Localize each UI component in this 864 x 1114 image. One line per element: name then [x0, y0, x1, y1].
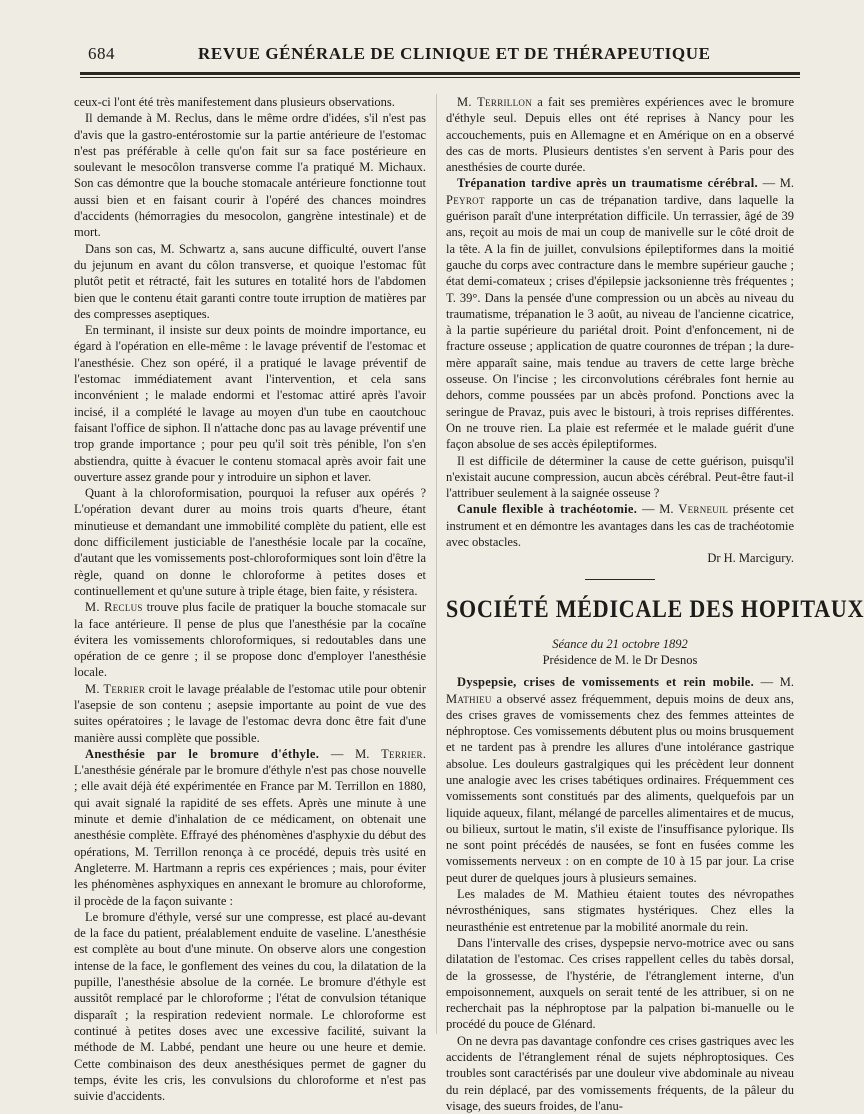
author-name: M. Terrillon — [457, 95, 532, 109]
paragraph — [74, 746, 426, 909]
dash: — M. — [754, 675, 794, 690]
right-column — [446, 94, 864, 1114]
author-name: Peyrot — [446, 192, 485, 207]
left-column — [74, 94, 426, 1104]
paragraph: On ne devra pas davantage confondre ces crises gastriques avec les accidents de l'étranglement rénal de sujets néphroptosiques. Ces troubles sont caractérisés par une douleur vive abdominale au niveau du rein déplacé, par des vomissements fréquents, de la pâleur du visage, des sueurs froides, de l'anu- — [446, 1033, 794, 1113]
dash: — M. — [319, 746, 382, 761]
paragraph: Le bromure d'éthyle, versé sur une compresse, est placé au-devant de la face du patient, préalablement enduite de vaseline. L'anesthésie est complète au bout d'une minute. On observe alors une congestion intense de la face, le gonflement des veines du cou, la dilatation de la pupille, l'anesthésie absolue de la cornée. Le bromure d'éthyle est aussitôt remplacé par le chloroforme ; l'état de convulsion tétanique disparaît ; la respiration redevient normale. Le chloroforme est continué à petites doses avec une excessive facilité, suivant la méthode de M. Labbé, pendant une heure ou une heure et demie. Cette combinaison des deux anesthésiques permet de gagner du temps, évite les cris, les convulsions du chloroforme et n'est pas suivie d'accidents. — [74, 909, 426, 1104]
dash: — M. — [757, 176, 794, 191]
paragraph-text: a observé assez fréquemment, depuis moins de deux ans, des crises graves de vomissements chez des femmes atteintes de néphroptose. Ces vomissements débutent plus ou moins brusquement et ne tardent pas à prendre les allures d'une intolérance gastrique absolue. Les douleurs gastralgiques qui les précèdent leur donnent une analogie avec les crises tabétiques ordinaires. Fréquemment ces vomissements sont constitués par des aliments, quelquefois par un liquide aqueux, filant, mélangé de parcelles alimentaires et de mucus, ou bilieux, surtout le matin, s'il existe de l'insuffisance pylorique. Ils ne sont point précédés de nausées, se font en fusées comme les vomissements nerveux : on en compte de 10 à 15 par jour. La crise peut durer de quelques jours à plusieurs semaines. — [446, 691, 794, 885]
paragraph: Il demande à M. Reclus, dans le même ordre d'idées, s'il n'est pas d'avis que la gastro-entérostomie sur la partie antérieure de l'estomac n'est pas préférable à celle qu'on fait sur sa face postérieure en soulevant le mesocôlon transverse comme l'a pratiqué M. Michaux. Son cas démontre que la bouche stomacale antérieure fonctionne tout aussi bien et en faisant courir à l'opéré des chances moindres d'accidents (hémorragies du mesocolon, gangrène intestinale) et de mort. — [74, 111, 426, 240]
session-date: Séance du 21 octobre 1892 — [552, 636, 688, 651]
section-rubric: Dyspepsie, crises de vomissements et rein mobile. — [457, 675, 755, 690]
section-rubric: Canule flexible à trachéotomie. — [457, 502, 638, 517]
signature: Dr H. Marcigury. — [707, 551, 794, 566]
section-rubric: Trépanation tardive après un traumatisme cérébral. — [457, 176, 758, 191]
page-number: 684 — [88, 44, 115, 63]
column-divider — [436, 94, 437, 1034]
paragraph — [446, 175, 794, 452]
paragraph: Les malades de M. Mathieu étaient toutes des névropathes névrosthéniques, sans stigmates hystériques. Chez elles la neurasthénie est entretenue par la mobilité anormale du rein. — [446, 887, 794, 934]
paragraph — [446, 674, 794, 886]
paragraph-text: présente cet instrument et en démontre les avantages dans les cas de trachéotomie avec obstacles. — [446, 502, 794, 550]
paragraph — [446, 501, 794, 550]
header-rule-thin — [80, 77, 800, 78]
paragraph-text: . L'anesthésie générale par le bromure d'éthyle n'est pas chose nouvelle ; elle avait déjà été expérimentée en France par M. Terrillon en 1880, qui avait signalé la rapidité de ses effets. Après une minute à une minute et demie d'inhalation de ce médicament, on obtenait une anesthésie complète. Effrayé des phénomènes d'asphyxie du début des opérations, M. Terrillon renonça à ce procédé, depuis très usité en Angleterre. M. Hartmann a repris ces expériences ; mais, pour éviter les phénomènes asphyxiques en annexant le bromure au chloroforme, il procède de la façon suivante : — [74, 746, 426, 908]
paragraph: Dans l'intervalle des crises, dyspepsie nervo-motrice avec ou sans dilatation de l'estomac. Ces crises rappellent celles du tabès dorsal, de la grossesse, de l'hystérie, de l'étranglement interne, d'un empoisonnement, auxquels on serait tenté de les attribuer, si on ne recherchait pas la néphroptose par la palpation bi-manuelle ou le procédé du pouce de Glénard. — [446, 935, 794, 1032]
paragraph: En terminant, il insiste sur deux points de moindre importance, eu égard à l'opération en elle-même : le lavage préventif de l'estomac et l'anesthésie. Chez son opéré, il a pratiqué le lavage préventif de l'estomac immédiatement avant l'intervention, et cela sans inconvénient ; le malade endormi et l'estomac attiré après l'avoir incisé, il a complété le lavage au moyen d'un tube en caoutchouc faisant l'office de siphon. Il n'attache donc pas au lavage préventif une trop grande importance ; pour peu qu'il soit très pénible, l'on s'en abstiendra, quitte à évacuer le contenu stomacal après avoir fait une ouverture assez grande pour y introduire un siphon et laver. — [74, 323, 426, 484]
section-rubric: Anesthésie par le bromure d'éthyle. — [85, 746, 320, 761]
paragraph-text: croit le lavage préalable de l'estomac utile pour obtenir l'asepsie de son contenu ; asepsie importante au point de vue des suites opératoires ; le lavage de l'estomac devra donc être fait d'une manière aussi complète que possible. — [74, 681, 427, 745]
author-name: Mathieu — [446, 691, 492, 706]
paragraph: Dans son cas, M. Schwartz a, sans aucune difficulté, ouvert l'anse du jejunum en avant du côlon transverse, et quoique l'estomac fût plutôt petit et rétracté, fait les sutures en totalité hors de l'abdomen bien que le contenu était garanti contre toute irruption de matières par des compresses aseptiques. — [74, 241, 426, 321]
paragraph-text: rapporte un cas de trépanation tardive, dans laquelle la guérison paraît d'une interprétation difficile. Un terrassier, âgé de 39 ans, reçoit au mois de mai un coup de manivelle sur le côté droit de la tête. A la fin de juillet, convulsions épileptiformes dans la moitié gauche du corps avec contracture dans le membre supérieur gauche ; état demi-comateux ; crises d'épilepsie jacksonienne très fréquentes ; T. 39°. Dans la pensée d'une compression ou un abcès au niveau du traumatisme, trépanation le 3 août, au niveau de l'ancienne cicatrice, à la partie supérieure du pariétal droit. Point d'enfoncement, ni de fracture osseuse ; application de quatre couronnes de trépan ; la dure-mère apparaît saine, mais tendue au travers de cette large brèche osseuse. On l'incise ; les circonvolutions cérébrales font hernie au dehors, comme poussées par un abcès profond. Ponctions avec la seringue de Pravaz, puis avec le bistouri, à trois reprises différentes. On ne trouve rien. La plaie est refermée et le malade guérit d'une façon absolue de ses accès épileptiformes. — [446, 192, 794, 452]
header-rule — [80, 72, 800, 75]
paragraph — [446, 94, 794, 175]
dash: — M. — [637, 502, 679, 517]
paragraph: ceux-ci l'ont été très manifestement dans plusieurs observations. — [74, 95, 395, 109]
author-name: Verneuil — [678, 502, 729, 517]
section-title: SOCIÉTÉ MÉDICALE DES HOPITAUX — [446, 593, 864, 623]
paragraph: Quant à la chloroformisation, pourquoi la refuser aux opérés ? L'opération devant durer au moins trois quarts d'heure, étant minutieuse et demandant une immobilité complète du patient, elle est donc difficilement justiciable de l'anesthésie locale par la cocaïne, d'autant que les vomissements post-chloroformiques sont loin d'être la règle, quand on donne le chloroforme à petites doses et continuellement et qu'une suture à triple étage, bien faite, y résistera. — [74, 486, 426, 598]
paragraph: Il est difficile de déterminer la cause de cette guérison, puisqu'il n'existait aucune compression, aucun abcès cérébral. Peut-être faut-il l'attribuer seulement à la saignée osseuse ? — [446, 453, 794, 501]
section-rule — [585, 579, 655, 580]
author-name: Terrier — [381, 746, 423, 761]
paragraph — [74, 599, 426, 680]
paragraph-text: trouve plus facile de pratiquer la bouche stomacale sur la face antérieure. Il pense de plus que l'anesthésie par la cocaïne évitera les vomissements chloroformiques, si redoutables dans une opération de ce genre ; il se propose donc d'employer l'anesthésie locale. — [74, 600, 427, 680]
presidence-line: Présidence de M. le Dr Desnos — [542, 652, 698, 667]
author-name: M. Reclus — [85, 600, 143, 615]
running-head: REVUE GÉNÉRALE DE CLINIQUE ET DE THÉRAPEUTIQUE — [198, 44, 711, 63]
author-name: M. Terrier — [85, 681, 146, 696]
paragraph-text: a fait ses premières expériences avec le bromure d'éthyle seul. Depuis elles ont été reprises à Nancy pour les accouchements, puis en Allemagne et en Amérique on en a observé des cas de morts. Plusieurs dentistes s'en servent à Paris pour des anesthésies de courte durée. — [446, 95, 794, 175]
paragraph — [74, 681, 426, 746]
